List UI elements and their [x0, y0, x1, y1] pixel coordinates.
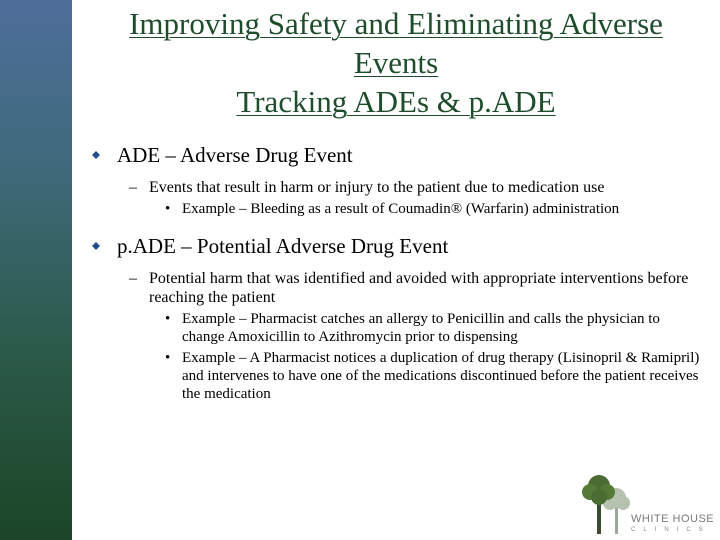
dot-bullet: •	[165, 311, 171, 327]
bullet-pade	[92, 234, 702, 259]
example-text: Example – A Pharmacist notices a duplication of drug therapy (Lisinopril & Ramipril) and intervenes to have one of the medications discontinued before the patient receives the medication	[182, 350, 700, 402]
sidebar-gradient	[0, 0, 72, 540]
example-text: Example – Bleeding as a result of Coumadin® (Warfarin) administration	[182, 201, 620, 217]
bullet-text: p.ADE – Potential Adverse Drug Event	[117, 234, 449, 258]
slide-content	[92, 143, 702, 403]
slide-title	[78, 4, 714, 121]
title-line-1: Improving Safety and Eliminating Adverse	[129, 6, 663, 41]
dash-bullet: –	[129, 179, 137, 196]
example-text: Example – Pharmacist catches an allergy to Penicillin and calls the physician to change Amoxicillin to Azithromycin prior to dispensing	[182, 311, 660, 345]
bullet-text: ADE – Adverse Drug Event	[117, 143, 353, 167]
sub-bullet-text: Events that result in harm or injury to the patient due to medication use	[149, 179, 605, 196]
example-bullet-pade-2	[92, 349, 702, 403]
white-house-logo	[575, 470, 715, 536]
sub-bullet-pade	[92, 269, 702, 307]
trees-icon	[575, 470, 635, 536]
logo-sub: CLINICS	[631, 527, 711, 533]
sub-bullet-ade	[92, 178, 702, 197]
title-line-2: Events	[353, 45, 439, 80]
example-bullet-pade-1	[92, 310, 702, 346]
bullet-ade	[92, 143, 702, 168]
dash-bullet: –	[129, 270, 137, 287]
example-bullet-ade-1	[92, 200, 702, 218]
dot-bullet: •	[165, 350, 171, 366]
logo-name: WHITE HOUSE	[631, 513, 715, 525]
diamond-bullet-icon	[92, 242, 100, 250]
diamond-bullet-icon	[92, 151, 100, 159]
title-line-3: Tracking ADEs & p.ADE	[236, 84, 556, 119]
sub-bullet-text: Potential harm that was identified and avoided with appropriate interventions before reaching the patient	[149, 270, 689, 306]
dot-bullet: •	[165, 201, 171, 217]
